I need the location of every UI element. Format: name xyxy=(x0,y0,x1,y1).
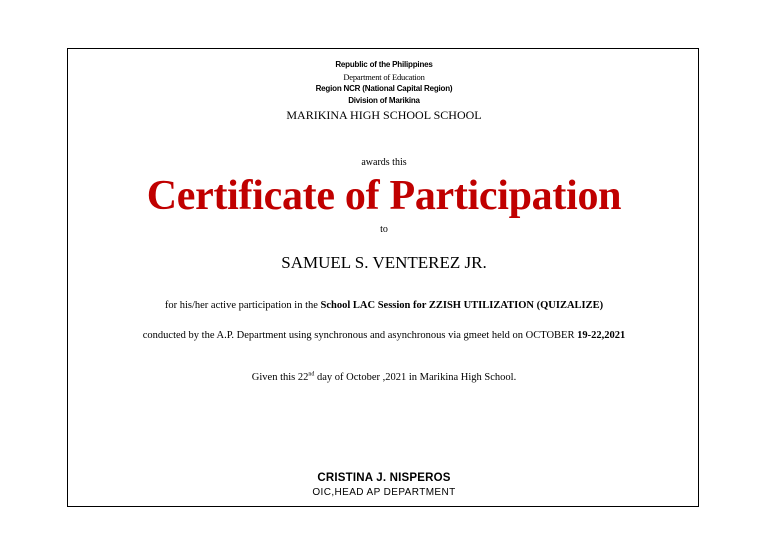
recipient-name: SAMUEL S. VENTEREZ JR. xyxy=(281,253,487,272)
certificate-title: Certificate of Participation xyxy=(146,173,622,219)
awards-text: awards this xyxy=(361,157,407,168)
header-region: Region NCR (National Capital Region) xyxy=(315,84,453,93)
header-division: Division of Marikina xyxy=(348,96,420,105)
header-republic: Republic of the Philippines xyxy=(335,60,433,69)
header-department: Department of Education xyxy=(343,72,425,82)
given-line xyxy=(0,372,768,383)
conducted-line xyxy=(0,330,768,341)
signatory-name: CRISTINA J. NISPEROS xyxy=(317,472,451,484)
participation-prefix: for his/her active participation in the xyxy=(164,300,321,311)
given-rest: day of October ,2021 in Marikina High School. xyxy=(314,372,517,383)
participation-line xyxy=(0,300,768,311)
session-dates: 19-22,2021 xyxy=(577,330,626,341)
signatory-title: OIC,HEAD AP DEPARTMENT xyxy=(312,487,456,498)
school-name: MARIKINA HIGH SCHOOL SCHOOL xyxy=(286,108,482,122)
ordinal-suffix: nd xyxy=(308,371,315,378)
given-prefix: Given this 22 xyxy=(251,372,309,383)
session-name: School LAC Session for ZZISH UTILIZATION (QUIZALIZE) xyxy=(320,300,604,311)
conducted-prefix: conducted by the A.P. Department using synchronous and asynchronous via gmeet held on OCTOBER xyxy=(142,330,578,341)
to-text: to xyxy=(380,224,388,235)
